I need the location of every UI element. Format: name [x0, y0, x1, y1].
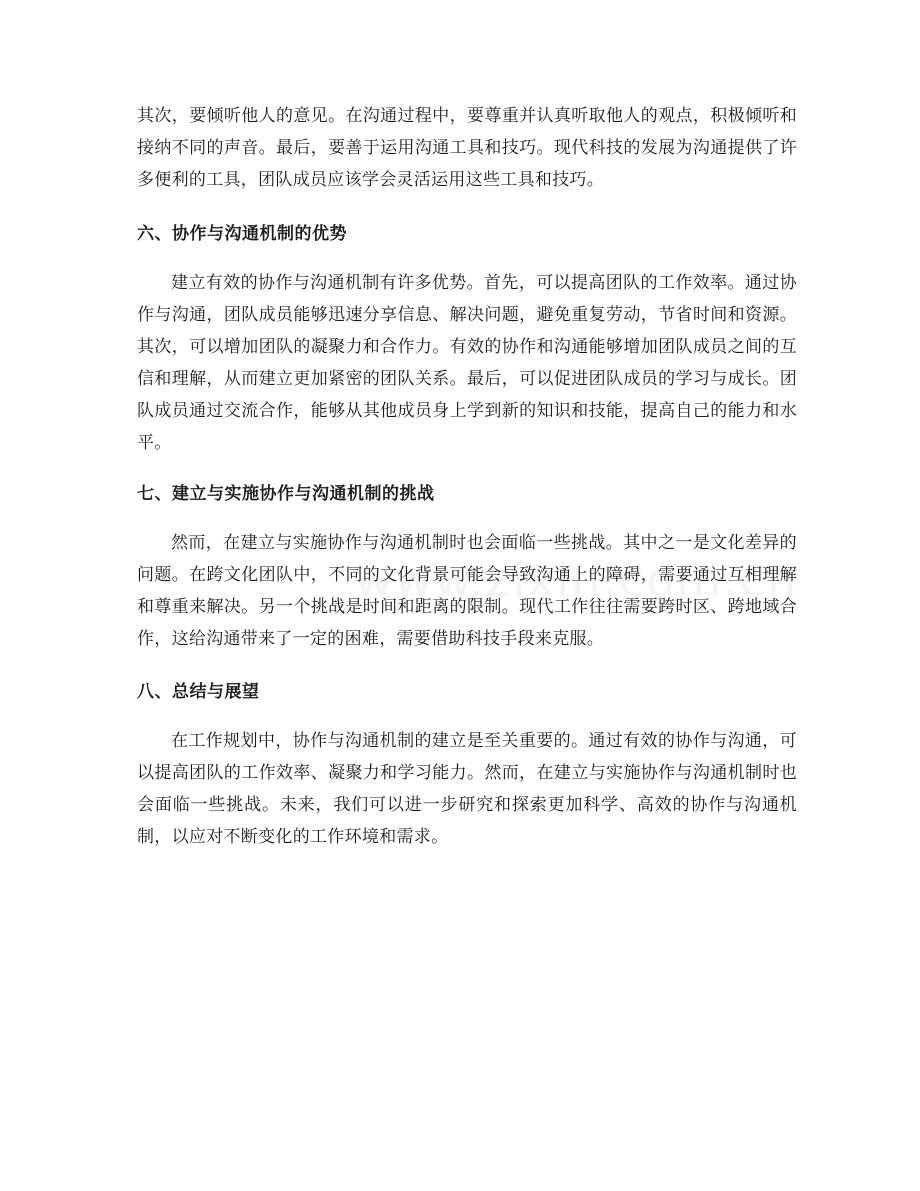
paragraph-intro: 其次，要倾听他人的意见。在沟通过程中，要尊重并认真听取他人的观点，积极倾听和接纳不同的声音。最后，要善于运用沟通工具和技巧。现代科技的发展为沟通提供了许多便利的工具，团队成员应该学会灵活运用这些工具和技巧。: [137, 106, 797, 190]
section-heading-6: 六、协作与沟通机制的优势: [137, 224, 347, 244]
section-heading-8: 八、总结与展望: [137, 682, 260, 702]
paragraph-section-7: 然而，在建立与实施协作与沟通机制时也会面临一些挑战。其中之一是文化差异的问题。在跨文化团队中，不同的文化背景可能会导致沟通上的障碍，需要通过互相理解和尊重来解决。另一个挑战是时间和距离的限制。现代工作往往需要跨时区、跨地域合作，这给沟通带来了一定的困难，需要借助科技手段来克服。: [137, 533, 797, 649]
document-page: [137, 100, 797, 853]
paragraph-section-6: 建立有效的协作与沟通机制有许多优势。首先，可以提高团队的工作效率。通过协作与沟通，团队成员能够迅速分享信息、解决问题，避免重复劳动，节省时间和资源。其次，可以增加团队的凝聚力和合作力。有效的协作和沟通能够增加团队成员之间的互信和理解，从而建立更加紧密的团队关系。最后，可以促进团队成员的学习与成长。团队成员通过交流合作，能够从其他成员身上学到新的知识和技能，提高自己的能力和水平。: [137, 273, 797, 453]
paragraph-section-8: 在工作规划中，协作与沟通机制的建立是至关重要的。通过有效的协作与沟通，可以提高团队的工作效率、凝聚力和学习能力。然而，在建立与实施协作与沟通机制时也会面临一些挑战。未来，我们可以进一步研究和探索更加科学、高效的协作与沟通机制，以应对不断变化的工作环境和需求。: [137, 731, 797, 847]
section-heading-7: 七、建立与实施协作与沟通机制的挑战: [137, 484, 435, 504]
